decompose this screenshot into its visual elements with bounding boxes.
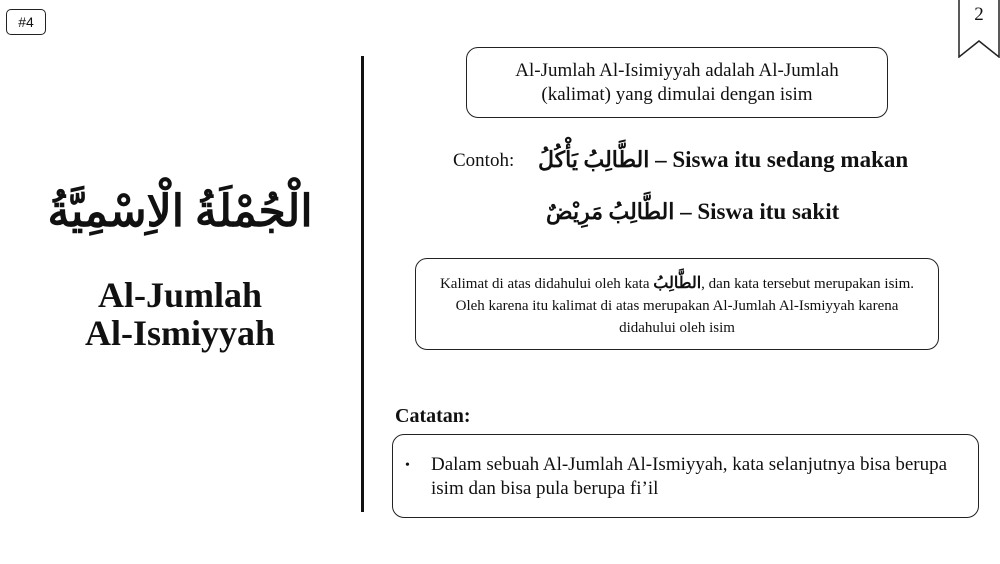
title-latin-line1: Al-Jumlah [97, 275, 263, 315]
example-label: Contoh: [453, 150, 515, 171]
explanation-part2: , dan kata tersebut merupakan isim. Oleh karena itu kalimat di atas merupakan Al-Jumlah Al-Ismiyyah karena didahului oleh isim [455, 276, 915, 336]
example-2-meaning: Siswa itu sakit [697, 199, 840, 224]
example-2-dash: – [674, 199, 698, 224]
note-item [405, 453, 966, 501]
example-2 [546, 199, 839, 225]
page-number: 2 [974, 4, 984, 25]
slide-number-badge: #4 [6, 9, 46, 35]
example-1-arabic: الطَّالِبُ يَأْكُلُ [538, 147, 650, 172]
example-1-dash: – [649, 147, 673, 172]
example-2-arabic: الطَّالِبُ مَرِيْضٌ [546, 199, 675, 224]
example-1-meaning: Siswa itu sedang makan [672, 147, 909, 172]
note-text: Dalam sebuah Al-Jumlah Al-Ismiyyah, kata selanjutnya bisa berupa isim dan bisa pula berupa fi’il [431, 454, 948, 499]
notes-title: Catatan: [395, 405, 471, 427]
explanation-box [415, 258, 939, 350]
explanation-part1: Kalimat di atas didahului oleh kata [439, 276, 654, 292]
title-latin [40, 276, 320, 352]
title-arabic: الْجُمْلَةُ الْاِسْمِيَّةُ [47, 187, 313, 236]
notes-box [392, 434, 979, 518]
definition-line1: Al-Jumlah Al-Isimiyyah adalah Al-Jumlah [515, 59, 839, 81]
bullet-icon: • [405, 458, 410, 473]
definition-box [466, 47, 888, 118]
explanation-arabic-word: الطَّالِبُ [653, 275, 702, 292]
definition-line2: (kalimat) yang dimulai dengan isim [541, 83, 813, 105]
title-latin-line2: Al-Ismiyyah [84, 313, 276, 353]
vertical-divider [361, 56, 364, 512]
example-1 [538, 147, 908, 173]
